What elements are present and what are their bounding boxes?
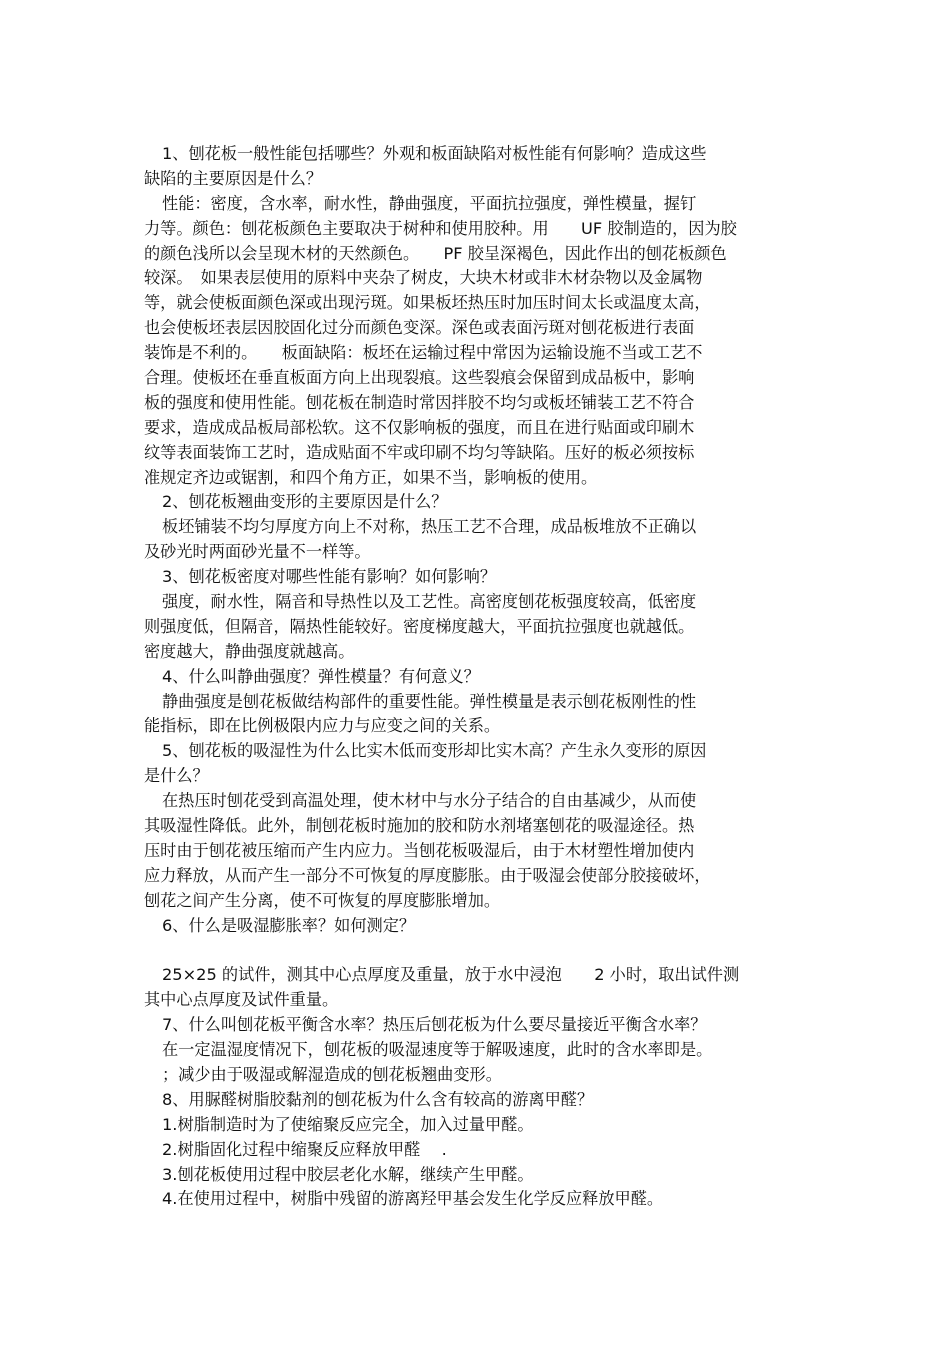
text-line: 密度越大，静曲强度就越高。 <box>144 641 355 661</box>
text-line: 1、刨花板一般性能包括哪些？外观和板面缺陷对板性能有何影响？造成这些 <box>162 144 707 163</box>
text-line: 纹等表面装饰工艺时，造成贴面不牢或印刷不均匀等缺陷。压好的板必须按标 <box>144 442 695 462</box>
text-line: 7、什么叫刨花板平衡含水率？热压后刨花板为什么要尽量接近平衡含水率？ <box>162 1015 707 1035</box>
text-line: 静曲强度是刨花板做结构部件的重要性能。弹性模量是表示刨花板刚性的性 <box>162 691 697 711</box>
text-line: 4、什么叫静曲强度？弹性模量？有何意义？ <box>162 666 480 686</box>
text-line: 板的强度和使用性能。刨花板在制造时常因拌胶不均匀或板坯铺装工艺不符合 <box>144 392 695 412</box>
text-line: 较深。 如果表层使用的原料中夹杂了树皮，大块木材或非木材杂物以及金属物 <box>144 268 703 288</box>
text-line: 准规定齐边或锯割，和四个角方正，如果不当，影响板的使用。 <box>144 467 598 487</box>
text-line: 也会使板坯表层因胶固化过分而颜色变深。深色或表面污斑对刨花板进行表面 <box>144 318 695 338</box>
text-line: 缺陷的主要原因是什么？ <box>144 168 323 188</box>
text-line: 则强度低，但隔音，隔热性能较好。密度梯度越大，平面抗拉强度也就越低。 <box>144 616 695 636</box>
text-line: 2.树脂固化过程中缩聚反应释放甲醛 . <box>162 1139 447 1159</box>
text-line: 力等。颜色：刨花板颜色主要取决于树种和使用胶种。用 UF 胶制造的，因为胶 <box>144 218 737 238</box>
text-line: 4.在使用过程中，树脂中残留的游离羟甲基会发生化学反应释放甲醛。 <box>162 1189 664 1209</box>
text-line: 等，就会使板面颜色深或出现污斑。如果板坯热压时加压时间太长或温度太高， <box>144 293 711 313</box>
text-line: 在热压时刨花受到高温处理，使木材中与水分子结合的自由基减少，从而使 <box>162 791 697 811</box>
text-line: 8、用脲醛树脂胶黏剂的刨花板为什么含有较高的游离甲醛？ <box>162 1089 594 1109</box>
text-line: 板坯铺装不均匀厚度方向上不对称，热压工艺不合理，成品板堆放不正确以 <box>162 517 697 537</box>
document-body <box>144 142 804 1212</box>
text-line: 1.树脂制造时为了使缩聚反应完全，加入过量甲醛。 <box>162 1114 534 1134</box>
text-line: 25×25 的试件，测其中心点厚度及重量，放于水中浸泡 2 小时，取出试件测 <box>162 965 740 985</box>
text-line: 其吸湿性降低。此外，制刨花板时施加的胶和防水剂堵塞刨花的吸湿途径。热 <box>144 816 695 836</box>
text-line: 压时由于刨花被压缩而产生内应力。当刨花板吸湿后，由于木材塑性增加使内 <box>144 840 695 860</box>
text-line: 2、刨花板翘曲变形的主要原因是什么？ <box>162 492 448 512</box>
text-line: 合理。使板坯在垂直板面方向上出现裂痕。这些裂痕会保留到成品板中，影响 <box>144 368 695 388</box>
text-line: 要求，造成成品板局部松软。这不仅影响板的强度，而且在进行贴面或印刷木 <box>144 417 695 437</box>
text-line: 是什么？ <box>144 766 209 786</box>
text-line: 应力释放，从而产生一部分不可恢复的厚度膨胀。由于吸湿会使部分胶接破坏， <box>144 865 711 885</box>
text-line: 3、刨花板密度对哪些性能有影响？如何影响？ <box>162 567 497 587</box>
text-line: 装饰是不利的。 板面缺陷：板坯在运输过程中常因为运输设施不当或工艺不 <box>144 343 703 363</box>
text-line: ；减少由于吸湿或解湿造成的刨花板翘曲变形。 <box>162 1064 502 1084</box>
text-line: 在一定温湿度情况下，刨花板的吸湿速度等于解吸速度，此时的含水率即是。 <box>162 1040 713 1060</box>
text-line: 性能：密度，含水率，耐水性，静曲强度，平面抗拉强度，弹性模量，握钉 <box>162 193 697 213</box>
text-line: 其中心点厚度及试件重量。 <box>144 990 339 1010</box>
blank-line <box>144 939 804 964</box>
text-line: 能指标，即在比例极限内应力与应变之间的关系。 <box>144 716 501 736</box>
text-line: 3.刨花板使用过程中胶层老化水解，继续产生甲醛。 <box>162 1164 534 1184</box>
text-line: 强度，耐水性，隔音和导热性以及工艺性。高密度刨花板强度较高，低密度 <box>162 592 697 612</box>
text-line: 及砂光时两面砂光量不一样等。 <box>144 542 371 562</box>
text-line: 刨花之间产生分离，使不可恢复的厚度膨胀增加。 <box>144 890 501 910</box>
text-line: 6、什么是吸湿膨胀率？如何测定？ <box>162 915 416 935</box>
text-line: 的颜色浅所以会呈现木材的天然颜色。 PF 胶呈深褐色，因此作出的刨花板颜色 <box>144 243 727 263</box>
text-line: 5、刨花板的吸湿性为什么比实木低而变形却比实木高？产生永久变形的原因 <box>162 741 707 761</box>
